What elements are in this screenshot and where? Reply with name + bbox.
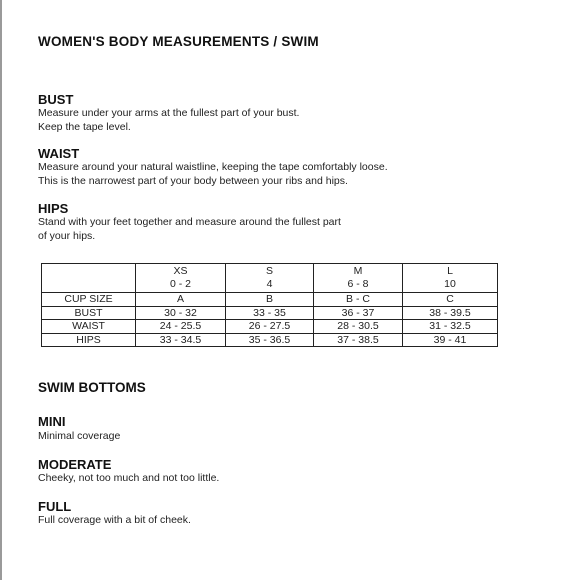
hips-line-1: Stand with your feet together and measure around the fullest part [38,216,341,228]
table-cell: 38 - 39.5 [403,306,498,320]
size-header-s [226,264,314,293]
table-cell: 26 - 27.5 [226,320,314,334]
full-description: Full coverage with a bit of cheek. [38,514,191,526]
size-letter: XS [173,264,188,277]
waist-line-1: Measure around your natural waistline, keeping the tape comfortably loose. [38,161,388,173]
table-row-hips [42,333,498,347]
size-numeric: 10 [444,278,456,290]
hips-line-2: of your hips. [38,229,96,242]
table-row-cup-size [42,293,498,307]
mini-description: Minimal coverage [38,430,121,442]
table-cell: C [403,293,498,307]
size-chart-table [41,263,498,347]
table-cell: B [226,293,314,307]
hips-description [38,216,341,243]
size-letter: S [265,264,273,277]
table-cell: A [136,293,226,307]
size-letter: M [353,264,363,277]
full-heading: FULL [38,499,72,514]
table-cell: B - C [314,293,403,307]
table-cell: 30 - 32 [136,306,226,320]
page-title: WOMEN'S BODY MEASUREMENTS / SWIM [38,34,319,49]
bust-line-1: Measure under your arms at the fullest part of your bust. [38,107,300,119]
row-label: HIPS [42,333,136,347]
bust-description [38,107,299,134]
mini-heading: MINI [38,414,66,429]
hips-heading: HIPS [38,201,69,216]
row-label: CUP SIZE [42,293,136,307]
moderate-description: Cheeky, not too much and not too little. [38,472,220,484]
table-cell: 33 - 34.5 [136,333,226,347]
table-cell: 24 - 25.5 [136,320,226,334]
table-cell: 37 - 38.5 [314,333,403,347]
table-cell: 35 - 36.5 [226,333,314,347]
size-numeric: 6 - 8 [347,278,369,290]
moderate-heading: MODERATE [38,457,112,472]
waist-description [38,161,388,188]
page-left-edge [0,0,2,580]
waist-line-2: This is the narrowest part of your body between your ribs and hips. [38,174,348,187]
table-cell: 36 - 37 [314,306,403,320]
size-numeric: 4 [266,278,273,290]
table-cell: 28 - 30.5 [314,320,403,334]
row-label: BUST [42,306,136,320]
size-header-xs [136,264,226,293]
row-label: WAIST [42,320,136,334]
size-header-m [314,264,403,293]
corner-cell [42,264,136,293]
table-row-waist [42,320,498,334]
table-cell: 39 - 41 [403,333,498,347]
table-cell: 33 - 35 [226,306,314,320]
size-numeric: 0 - 2 [169,278,191,290]
table-cell: 31 - 32.5 [403,320,498,334]
size-header-l [403,264,498,293]
size-letter: L [447,264,453,277]
swim-bottoms-heading: SWIM BOTTOMS [38,380,146,395]
bust-line-2: Keep the tape level. [38,120,131,133]
waist-heading: WAIST [38,146,80,161]
bust-heading: BUST [38,92,74,107]
size-header-row [42,264,498,293]
table-row-bust [42,306,498,320]
